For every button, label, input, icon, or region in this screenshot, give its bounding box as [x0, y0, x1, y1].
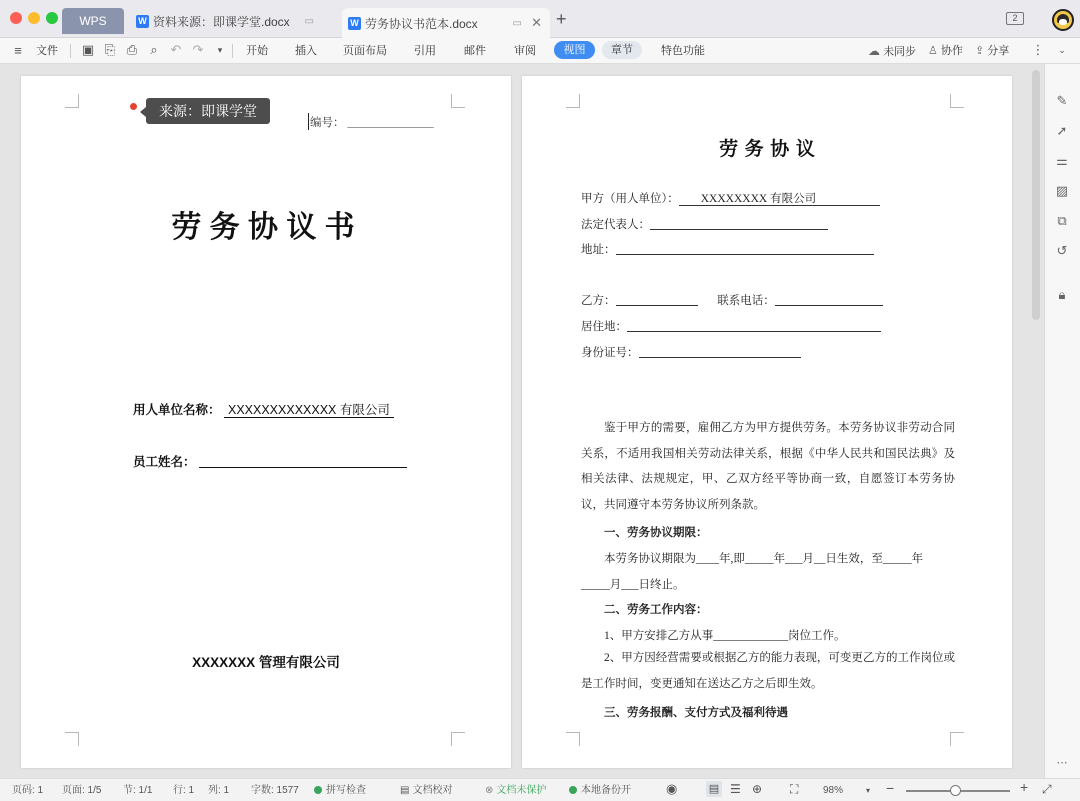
page-number-status[interactable] [12, 784, 43, 798]
status-text: 行: 1 [173, 785, 195, 796]
right-sidebar [1044, 64, 1080, 778]
term-line-1 [604, 550, 923, 566]
work-item-2-text: 2、甲方因经营需要或根据乙方的能力表现，可变更乙方的工作岗位或是工作时间，变更通知在送达乙方之后即生效。 [581, 652, 955, 690]
export-pdf-icon[interactable]: ⎘ [104, 42, 116, 57]
cloud-sync-icon: ☁ [868, 44, 880, 58]
tab-references[interactable] [414, 41, 436, 61]
margin-mark [65, 732, 79, 746]
document-page-2[interactable] [522, 76, 1012, 768]
tab-source-doc[interactable] [132, 8, 322, 34]
section-1-heading [604, 524, 708, 540]
company-footer [21, 651, 511, 671]
backup-status-icon [569, 786, 577, 794]
screen-icon[interactable]: ▭ [304, 15, 314, 27]
new-tab-plus-icon[interactable]: + [556, 9, 567, 29]
address-label: 地址： [581, 244, 616, 256]
address-line [581, 241, 874, 257]
share-button[interactable] [975, 41, 1009, 61]
section-1-heading-text: 一、劳务协议期限： [604, 527, 708, 539]
eye-protection-icon[interactable]: ◉ [666, 781, 678, 796]
work-item-1 [604, 627, 846, 643]
margin-mark [451, 94, 465, 108]
section-3-heading [604, 704, 788, 720]
more-icon[interactable]: ⋯ [1056, 757, 1068, 769]
party-b-line [581, 292, 883, 308]
hamburger-menu-icon[interactable]: ≡ [14, 43, 22, 58]
residence-label: 居住地： [581, 321, 627, 333]
party-b-label: 乙方： [581, 295, 616, 307]
tab-wps-home[interactable] [62, 8, 124, 34]
agreement-title-text: 劳 务 协 议 [719, 138, 815, 160]
id-number-line [581, 344, 801, 360]
status-text: 拼写检查 [326, 785, 366, 796]
status-bar [0, 778, 1080, 801]
employer-field [133, 400, 394, 418]
collapse-ribbon-icon[interactable]: ⌄ [1058, 45, 1066, 55]
file-menu-label: 文件 [36, 45, 58, 57]
source-tooltip-text: 来源：即课学堂 [159, 103, 257, 119]
tab-label: 页面布局 [343, 45, 387, 57]
tab-label: 资料来源：即课学堂.docx [153, 14, 290, 29]
column-status [208, 784, 229, 798]
document-page-1[interactable] [21, 76, 511, 768]
protection-status-button[interactable] [485, 784, 546, 798]
legal-rep-label: 法定代表人： [581, 219, 650, 231]
fit-page-icon[interactable]: ⛶ [790, 782, 799, 796]
page-title-text: 劳 务 协 议 书 [171, 211, 355, 244]
margin-mark [566, 94, 580, 108]
page-count-label: 2 [1012, 13, 1018, 23]
sync-status-button[interactable] [868, 41, 916, 61]
zoom-slider-handle[interactable] [950, 785, 961, 796]
status-text: 页面: 1/5 [62, 785, 102, 796]
intro-paragraph [581, 416, 955, 518]
print-preview-icon[interactable]: ⌕ [150, 42, 158, 57]
collab-label: 协作 [940, 45, 963, 57]
page-title [21, 202, 511, 246]
legal-rep-line [581, 216, 828, 232]
outline-view-icon[interactable]: ☰ [730, 782, 741, 796]
work-item-2 [581, 646, 955, 697]
party-a-label: 甲方（用人单位）： [581, 193, 679, 205]
party-a-value: XXXXXXXX 有限公司 [679, 193, 880, 206]
status-text: 本地备份开 [581, 785, 631, 796]
margin-mark [950, 732, 964, 746]
vertical-scrollbar[interactable] [1032, 70, 1040, 320]
proofread-icon: ▤ [400, 785, 410, 796]
tab-view[interactable] [554, 41, 595, 59]
work-item-1-text: 1、甲方安排乙方从事_____________岗位工作。 [604, 630, 846, 642]
tab-mailings[interactable] [464, 41, 486, 61]
zoom-dropdown-icon[interactable]: ▾ [866, 786, 871, 795]
edit-pen-icon[interactable]: ✎ [1056, 93, 1068, 108]
tab-label: 特色功能 [661, 45, 705, 57]
party-a-line [581, 190, 880, 206]
intro-text: 鉴于甲方的需要，雇佣乙方为甲方提供劳务。本劳务协议非劳动合同关系，不适用我国相关劳动法律关系，根据《中华人民共和国民法典》及相关法律、法规规定，甲、乙双方经平等协商一致，自愿签订本劳务协议，共同遵守本劳务协议所列条款。 [581, 422, 955, 511]
user-avatar[interactable] [1052, 9, 1074, 31]
row-status [173, 784, 194, 798]
share-label: 分享 [987, 45, 1010, 57]
spell-check-status-icon [314, 786, 322, 794]
tab-label: 审阅 [514, 45, 536, 57]
select-cursor-icon[interactable]: ➚ [1056, 123, 1068, 138]
zoom-level[interactable] [823, 784, 843, 798]
number-field [310, 114, 434, 130]
margin-mark [65, 94, 79, 108]
file-menu[interactable] [36, 41, 58, 61]
tab-chapter[interactable] [602, 41, 642, 59]
number-blank: _______________ [347, 117, 434, 129]
spell-check-button[interactable] [314, 784, 366, 798]
tab-label: WPS [79, 14, 107, 28]
tab-label: 视图 [563, 44, 586, 56]
unprotected-icon: ⊗ [485, 785, 494, 796]
undo-icon[interactable]: ↶ [170, 42, 182, 57]
zoom-in-icon[interactable]: + [1020, 779, 1029, 795]
status-text: 节: 1/1 [123, 785, 153, 796]
save-icon[interactable]: ▣ [81, 42, 95, 57]
quick-access-dropdown-icon[interactable]: ▾ [217, 45, 223, 55]
tab-page-layout[interactable] [343, 41, 387, 61]
close-window-button[interactable] [10, 12, 22, 24]
section-2-heading-text: 二、劳务工作内容： [604, 604, 708, 616]
user-icon: ♙ [928, 45, 938, 57]
comment-marker-dot[interactable] [130, 103, 137, 110]
zoom-out-icon[interactable]: − [886, 780, 895, 796]
term-line-2-text: _____月___日终止。 [581, 579, 685, 591]
share-icon: ⇪ [975, 45, 985, 57]
tab-label: 引用 [414, 45, 436, 57]
status-text: 文档校对 [412, 785, 453, 796]
section-status[interactable] [123, 784, 152, 798]
agreement-title [522, 134, 1012, 161]
employer-value: XXXXXXXXXXXXX 有限公司 [224, 403, 394, 418]
residence-line [581, 318, 881, 334]
collaborate-button[interactable] [928, 41, 963, 61]
address-blank [616, 243, 874, 255]
divider [232, 44, 233, 58]
employee-label: 员工姓名： [133, 455, 196, 469]
tab-label: 开始 [246, 45, 268, 57]
phone-label: 联系电话： [717, 295, 775, 307]
title-bar [0, 0, 1080, 38]
fullscreen-icon[interactable]: ⤢ [1042, 782, 1052, 796]
word-doc-icon: W [348, 17, 361, 30]
status-text: 列: 1 [208, 785, 230, 796]
page-count-icon[interactable] [1006, 12, 1024, 25]
phone-blank [775, 294, 883, 306]
minimize-window-button[interactable] [28, 12, 40, 24]
margin-mark [451, 732, 465, 746]
tab-label: 插入 [295, 45, 317, 57]
page-view-icon[interactable]: ▤ [706, 781, 722, 797]
tab-home[interactable] [246, 41, 268, 61]
tab-active-doc[interactable] [342, 8, 550, 38]
zoom-text: 98% [823, 785, 844, 796]
history-icon[interactable]: ↺ [1056, 243, 1068, 258]
employee-blank [199, 456, 407, 468]
company-footer-text: XXXXXXX 管理有限公司 [192, 655, 340, 670]
divider [70, 44, 71, 58]
employee-field [133, 452, 407, 470]
id-number-label: 身份证号： [581, 347, 639, 359]
page-count-status[interactable] [62, 784, 101, 798]
tab-label: 章节 [611, 44, 633, 56]
print-icon[interactable]: ⎙ [126, 42, 138, 57]
word-count-status[interactable] [251, 784, 299, 798]
convert-icon[interactable]: ⧉ [1057, 213, 1067, 228]
tab-label: 邮件 [464, 45, 486, 57]
source-tooltip [146, 98, 270, 124]
tab-insert[interactable] [295, 41, 317, 61]
word-doc-icon: W [136, 15, 149, 28]
local-backup-button[interactable] [569, 784, 631, 798]
screen-icon[interactable]: ▭ [512, 17, 522, 29]
status-text: 字数: 1577 [251, 785, 299, 796]
margin-mark [566, 732, 580, 746]
maximize-window-button[interactable] [46, 12, 58, 24]
term-line-1-text: 本劳务协议期限为____年,即_____年___月__日生效，至_____年 [604, 553, 924, 565]
text-cursor [308, 113, 309, 130]
section-2-heading [604, 601, 708, 617]
tab-label: 劳务协议书范本.docx [365, 16, 478, 31]
web-view-icon[interactable]: ⊕ [752, 782, 763, 796]
lock-icon[interactable]: 🔒︎ [1058, 287, 1066, 302]
margin-mark [950, 94, 964, 108]
status-text: 文档未保护 [496, 785, 547, 796]
party-b-blank [616, 294, 698, 306]
proofread-button[interactable] [400, 784, 452, 798]
id-number-blank [639, 346, 801, 358]
tab-special-features[interactable] [661, 41, 705, 61]
more-options-icon[interactable]: ⋮ [1031, 42, 1045, 57]
document-workspace [0, 64, 1044, 778]
menu-bar [0, 38, 1080, 64]
term-line-2 [581, 576, 685, 592]
sync-label: 未同步 [883, 46, 917, 58]
section-3-heading-text: 三、劳务报酬、支付方式及福利待遇 [604, 707, 788, 719]
image-icon[interactable]: ▨ [1055, 183, 1069, 198]
legal-rep-blank [650, 218, 828, 230]
employer-label: 用人单位名称： [133, 403, 221, 417]
number-label: 编号： [310, 117, 345, 129]
close-tab-icon[interactable]: ✕ [531, 15, 542, 30]
status-text: 页码: 1 [12, 785, 44, 796]
residence-blank [627, 320, 881, 332]
redo-icon[interactable]: ↷ [192, 42, 204, 57]
tab-review[interactable] [514, 41, 536, 61]
adjust-sliders-icon[interactable]: ⚌ [1056, 153, 1068, 168]
